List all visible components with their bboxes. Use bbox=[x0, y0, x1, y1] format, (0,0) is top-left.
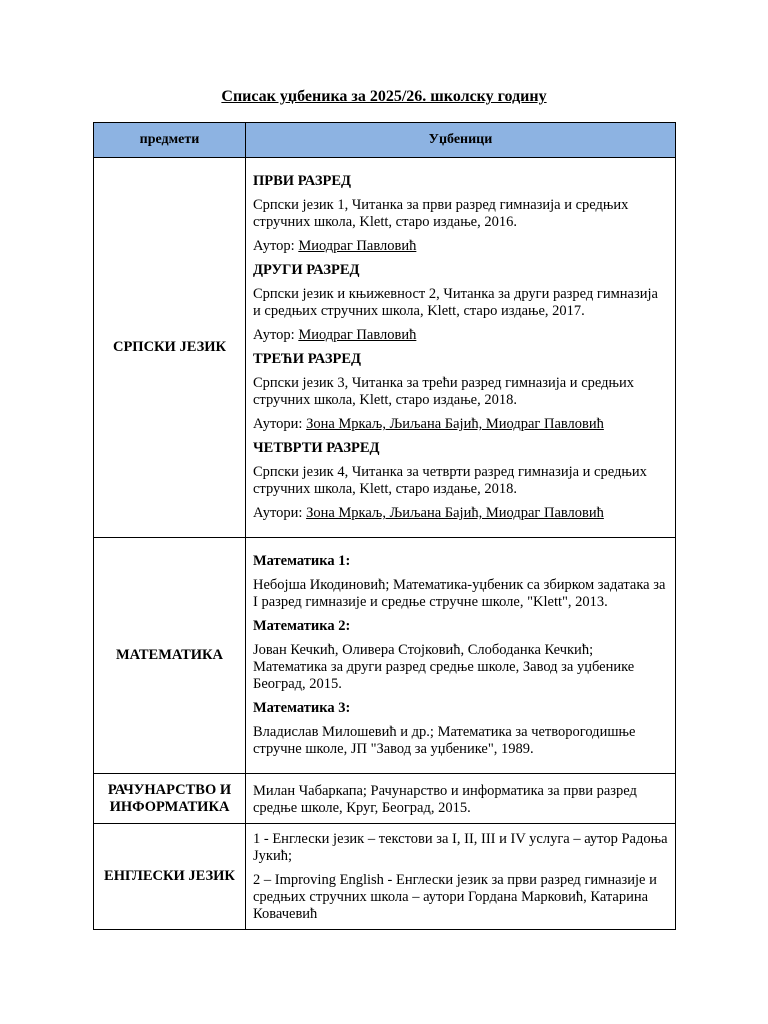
author-link[interactable]: Зона Мркаљ, Љиљана Бајић, Миодраг Павловић bbox=[306, 416, 604, 432]
author-label: Аутор: bbox=[253, 327, 295, 343]
textbook-table bbox=[93, 122, 676, 930]
table-row bbox=[94, 824, 676, 930]
textbooks-math bbox=[246, 538, 676, 774]
table-row bbox=[94, 774, 676, 824]
grade-heading: ЧЕТВРТИ РАЗРЕД bbox=[253, 440, 380, 456]
textbooks-english bbox=[246, 824, 676, 930]
author-line bbox=[253, 416, 669, 433]
book-entry: Јован Кечкић, Оливера Стојковић, Слободанка Кечкић; Математика за други разред средње школе, Завод за уџбенике Београд, 2015. bbox=[253, 642, 635, 692]
grade-heading: ТРЕЋИ РАЗРЕД bbox=[253, 351, 361, 367]
book-entry: Српски језик и књижевност 2, Читанка за други разред гимназија и средњих стручних школа, Klett, старо издање, 2017. bbox=[253, 286, 658, 319]
book-entry: Владислав Милошевић и др.; Математика за четворогодишње стручне школе, ЈП "Завод за уџбенике", 1989. bbox=[253, 724, 636, 757]
book-entry: Српски језик 4, Читанка за четврти разред гимназија и средњих стручних школа, Klett, старо издање, 2018. bbox=[253, 464, 647, 497]
book-heading: Математика 1: bbox=[253, 553, 351, 569]
book-entry: Небојша Икодиновић; Математика-уџбеник са збирком задатака за I разред гимназије и средње стручне школе, "Klett", 2013. bbox=[253, 577, 666, 610]
author-line bbox=[253, 327, 669, 344]
subject-math: МАТЕМАТИКА bbox=[94, 538, 246, 774]
grade-heading: ДРУГИ РАЗРЕД bbox=[253, 262, 360, 278]
author-link[interactable]: Миодраг Павловић bbox=[298, 327, 417, 343]
header-subjects: предмети bbox=[94, 123, 246, 158]
textbooks-cs bbox=[246, 774, 676, 824]
textbooks-serbian bbox=[246, 158, 676, 538]
author-link[interactable]: Миодраг Павловић bbox=[298, 238, 417, 254]
book-entry: Српски језик 3, Читанка за трећи разред гимназија и средњих стручних школа, Klett, старо издање, 2018. bbox=[253, 375, 635, 408]
table-header-row bbox=[94, 123, 676, 158]
page-title: Списак уџбеника за 2025/26. школску годину bbox=[221, 88, 547, 105]
book-entry: 2 – Improving English - Енглески језик за први разред гимназије и средњих стручних школа – аутори Гордана Марковић, Катарина Ковачевић bbox=[253, 871, 657, 922]
subject-serbian: СРПСКИ ЈЕЗИК bbox=[94, 158, 246, 538]
book-entry: Милан Чабаркапа; Рачунарство и информатика за први разред средње школе, Круг, Београд, 2015. bbox=[253, 782, 637, 816]
author-link[interactable]: Зона Мркаљ, Љиљана Бајић, Миодраг Павловић bbox=[306, 505, 604, 521]
book-heading: Математика 3: bbox=[253, 700, 351, 716]
table-row bbox=[94, 158, 676, 538]
grade-heading: ПРВИ РАЗРЕД bbox=[253, 173, 351, 189]
author-line bbox=[253, 505, 669, 522]
author-label: Аутори: bbox=[253, 505, 303, 521]
author-label: Аутор: bbox=[253, 238, 295, 254]
subject-cs: РАЧУНАРСТВО И ИНФОРМАТИКА bbox=[94, 774, 246, 824]
table-row bbox=[94, 538, 676, 774]
book-entry: Српски језик 1, Читанка за први разред гимназија и средњих стручних школа, Klett, старо издање, 2016. bbox=[253, 197, 629, 230]
header-textbooks: Уџбеници bbox=[246, 123, 676, 158]
book-entry: 1 - Енглески језик – текстови за I, II, III и IV услуга – аутор Радоња Јукић; bbox=[253, 830, 668, 864]
book-heading: Математика 2: bbox=[253, 618, 351, 634]
author-line bbox=[253, 238, 669, 255]
author-label: Аутори: bbox=[253, 416, 303, 432]
subject-english: ЕНГЛЕСКИ ЈЕЗИК bbox=[94, 824, 246, 930]
